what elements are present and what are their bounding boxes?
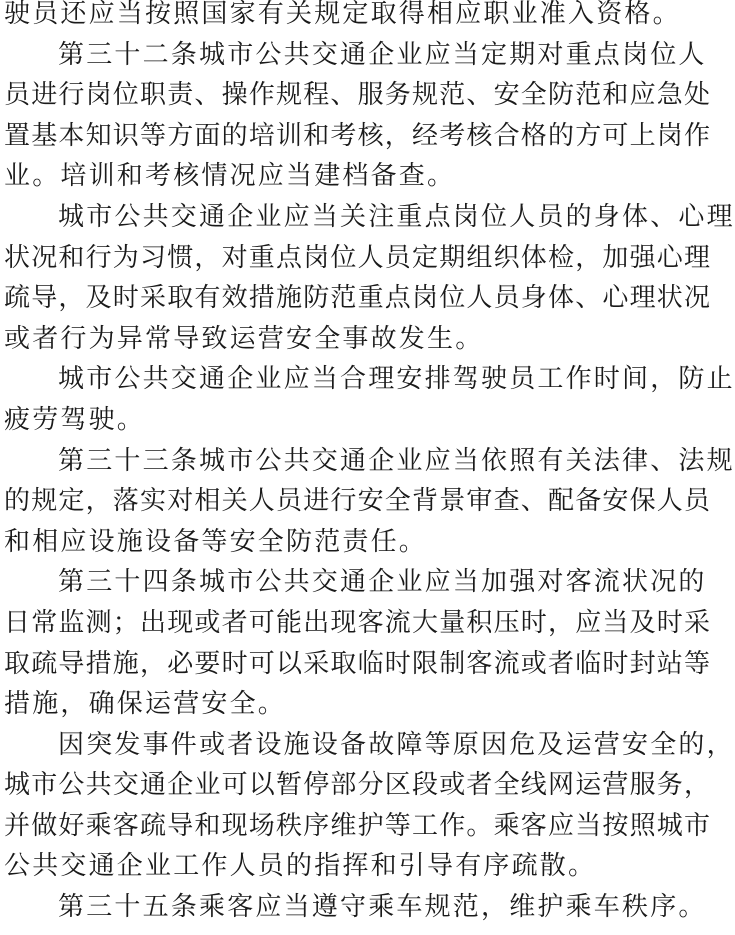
text-line: 驶员还应当按照国家有关规定取得相应职业准入资格。 [4, 0, 681, 29]
paragraph-start-line: 城市公共交通企业应当关注重点岗位人员的身体、心理 [58, 201, 735, 232]
text-line: 和相应设施设备等安全防范责任。 [4, 526, 428, 557]
text-line: 疏导，及时采取有效措施防范重点岗位人员身体、心理状况 [4, 283, 712, 314]
article-34-heading-line: 第三十四条城市公共交通企业应当加强对客流状况的 [58, 567, 707, 598]
text-line: 业。培训和考核情况应当建档备查。 [4, 161, 456, 192]
text-line: 疲劳驾驶。 [4, 404, 146, 435]
text-line: 置基本知识等方面的培训和考核，经考核合格的方可上岗作 [4, 120, 712, 151]
text-line: 公共交通企业工作人员的指挥和引导有序疏散。 [4, 851, 597, 882]
text-line: 的规定，落实对相关人员进行安全背景审查、配备安保人员 [4, 486, 712, 517]
paragraph-start-line: 因突发事件或者设施设备故障等原因危及运营安全的， [58, 729, 735, 760]
text-line: 并做好乘客疏导和现场秩序维护等工作。乘客应当按照城市 [4, 810, 712, 841]
text-line: 措施，确保运营安全。 [4, 689, 287, 720]
paragraph-start-line: 城市公共交通企业应当合理安排驾驶员工作时间，防止 [58, 364, 735, 395]
text-line: 状况和行为习惯，对重点岗位人员定期组织体检，加强心理 [4, 242, 712, 273]
text-line: 日常监测；出现或者可能出现客流大量积压时，应当及时采 [4, 607, 712, 638]
text-line: 或者行为异常导致运营安全事故发生。 [4, 323, 484, 354]
text-line: 城市公共交通企业可以暂停部分区段或者全线网运营服务， [4, 770, 712, 801]
text-line: 取疏导措施，必要时可以采取临时限制客流或者临时封站等 [4, 648, 712, 679]
article-32-heading-line: 第三十二条城市公共交通企业应当定期对重点岗位人 [58, 39, 707, 70]
article-33-heading-line: 第三十三条城市公共交通企业应当依照有关法律、法规 [58, 445, 735, 476]
text-line: 员进行岗位职责、操作规程、服务规范、安全防范和应急处 [4, 80, 712, 111]
article-35-heading-line: 第三十五条乘客应当遵守乘车规范，维护乘车秩序。 [58, 892, 707, 923]
